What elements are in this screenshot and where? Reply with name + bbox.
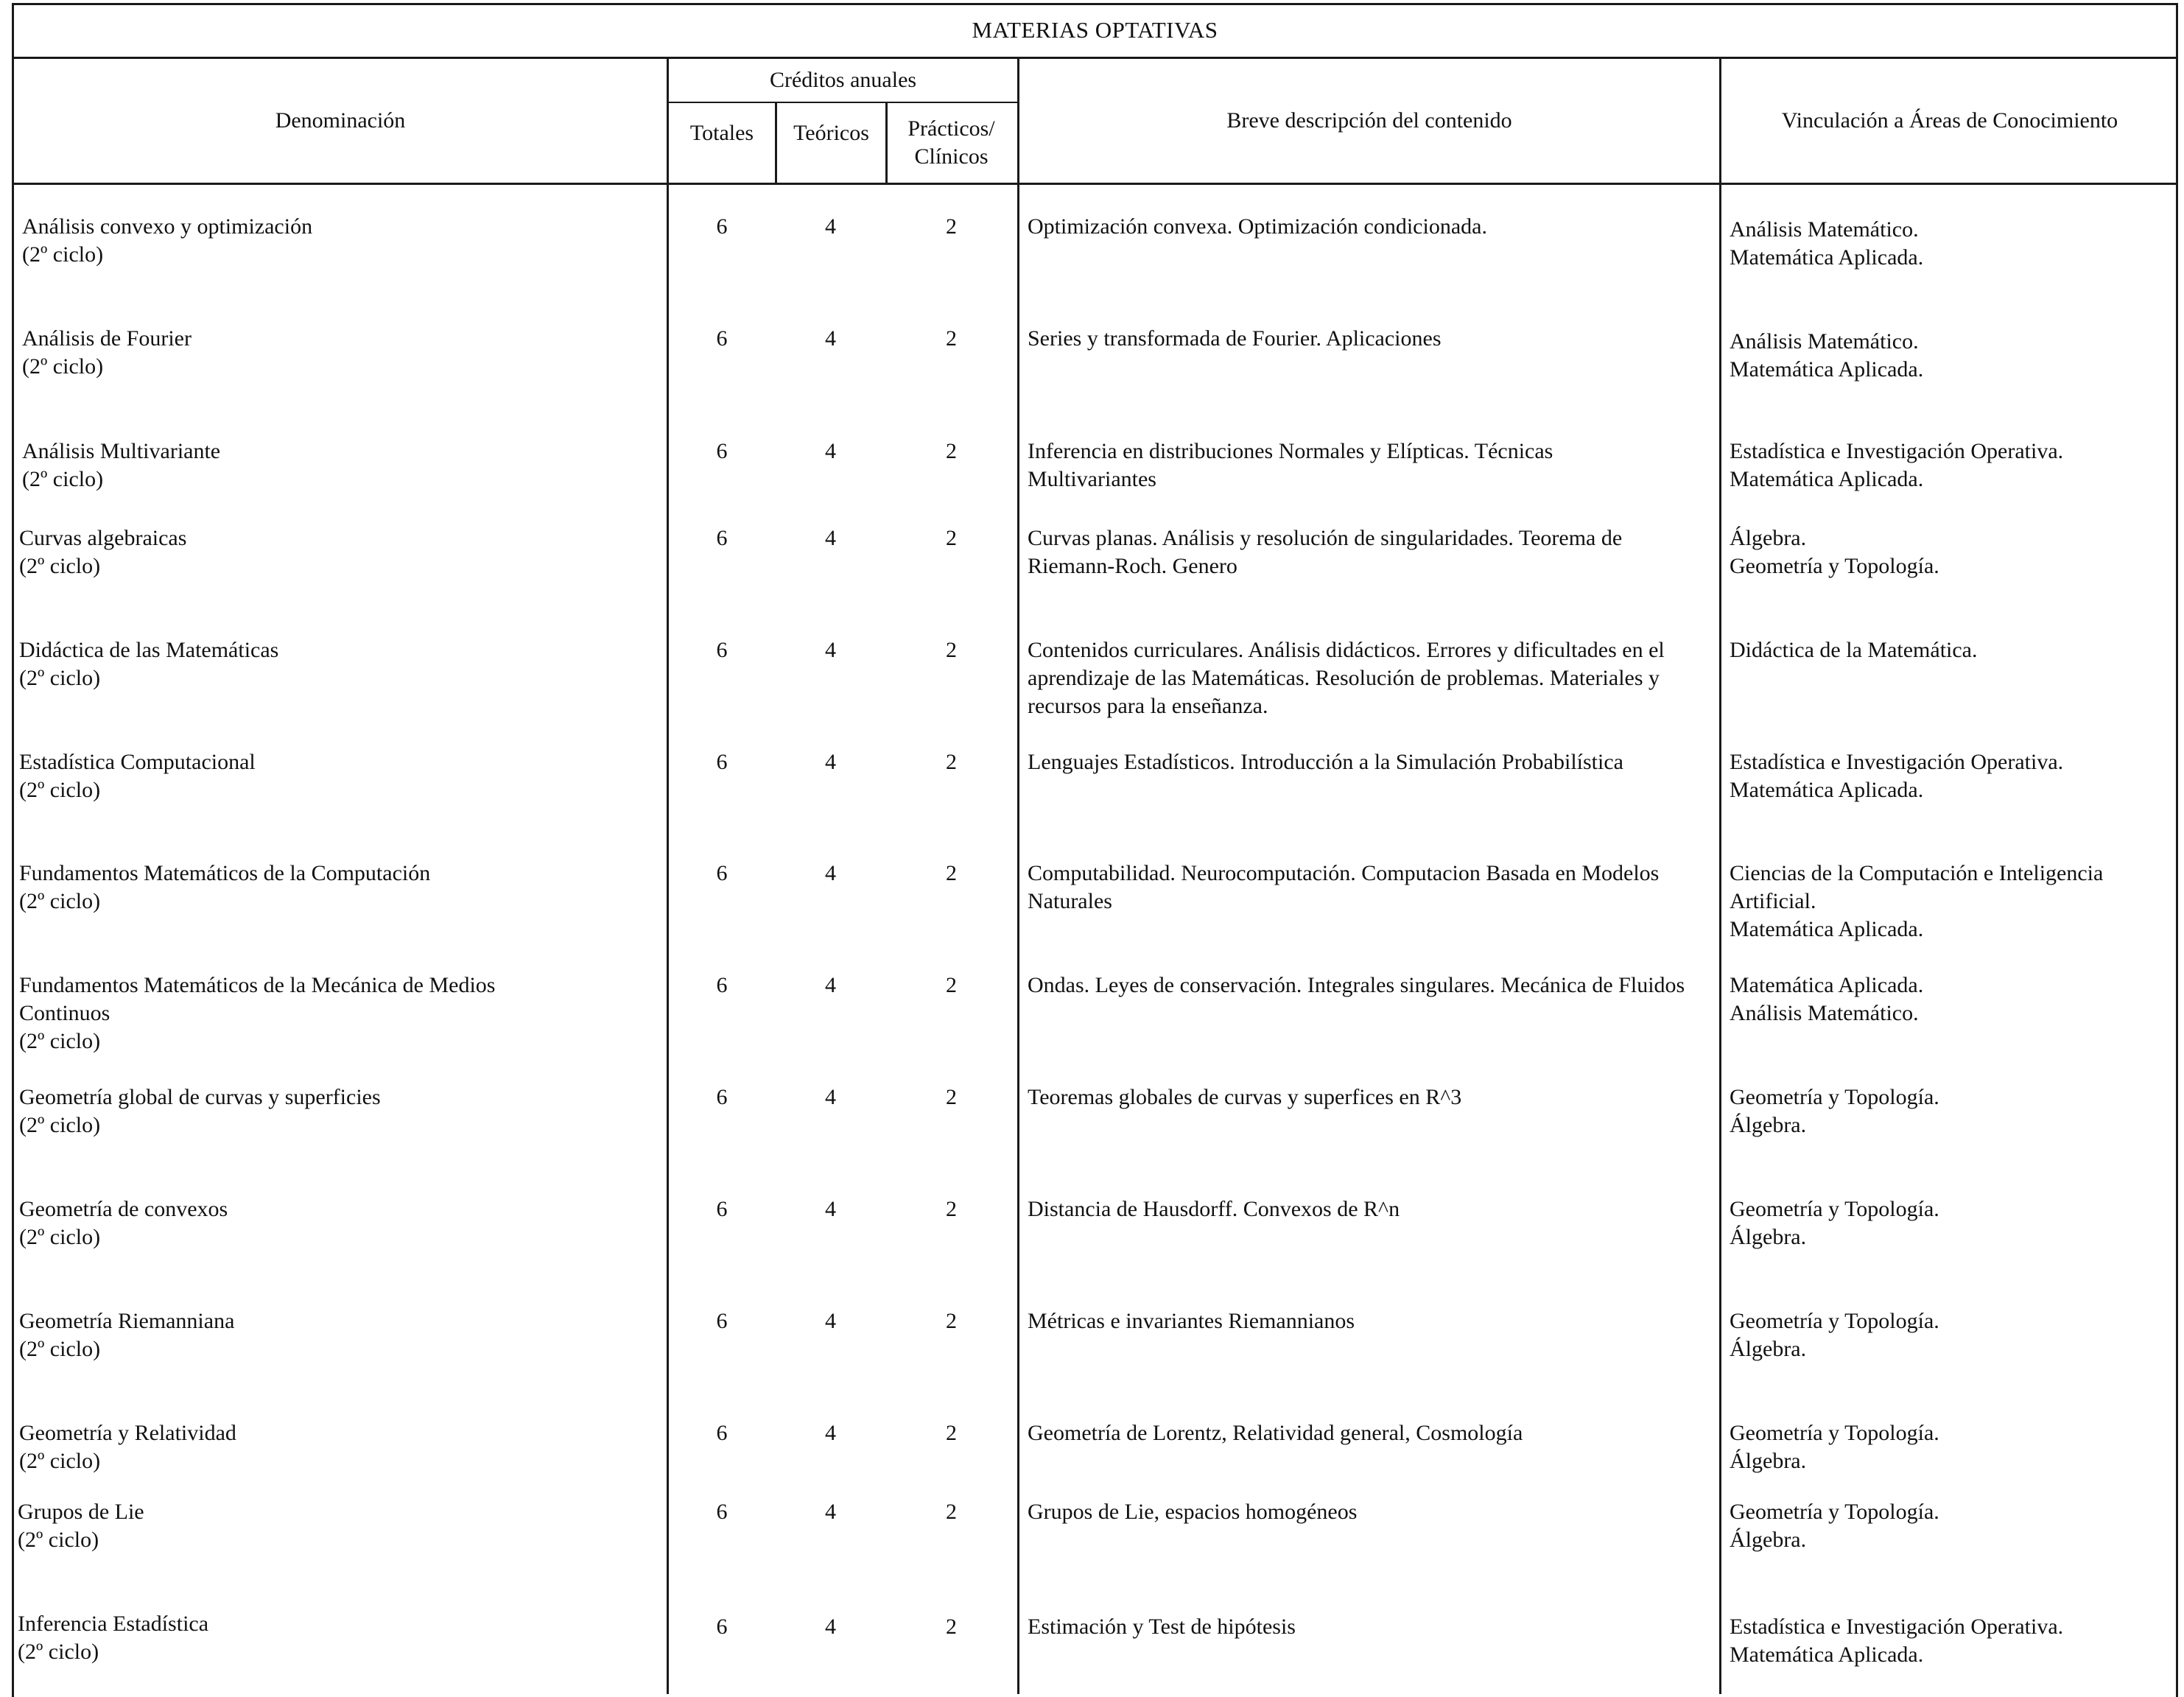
description-text: Inferencia en distribuciones Normales y Elípticas. Técnicas Multivariantes	[1028, 439, 1553, 491]
area-item: Álgebra.	[1730, 526, 1807, 550]
content-description	[1028, 1195, 1709, 1223]
credits-total: 6	[716, 214, 728, 239]
credits-theory: 4	[825, 1197, 836, 1221]
credits-practice: 2	[946, 1615, 957, 1639]
credits-total: 6	[716, 326, 728, 351]
credits-total: 6	[716, 1615, 728, 1639]
knowledge-areas	[1730, 213, 2171, 272]
credits-total: 6	[716, 861, 728, 885]
credits-total: 6	[716, 1309, 728, 1333]
credits-practice: 2	[946, 750, 957, 774]
credits-total: 6	[716, 750, 728, 774]
description-text: Optimización convexa. Optimización condicionada.	[1028, 214, 1487, 239]
subject-cell	[18, 1610, 651, 1666]
subject-cycle: (2º ciclo)	[22, 467, 104, 491]
area-item: Geometría y Topología.	[1730, 1085, 1939, 1109]
description-text: Métricas e invariantes Riemannianos	[1028, 1309, 1355, 1333]
credits-total: 6	[716, 1500, 728, 1524]
subject-cycle: (2º ciclo)	[19, 1029, 101, 1053]
area-item: Matemática Aplicada.	[1730, 245, 1924, 270]
subject-cell	[19, 748, 653, 804]
area-item: Geometría y Topología.	[1730, 554, 1939, 578]
area-item: Ciencias de la Computación e Inteligencia Artificial.	[1730, 861, 2104, 913]
subject-name: Geometría Riemanniana	[19, 1309, 235, 1333]
subject-cycle: (2º ciclo)	[19, 889, 101, 913]
area-item: Estadística e Investigación Operativa.	[1730, 439, 2064, 463]
credits-practice: 2	[946, 326, 957, 351]
content-description	[1028, 1613, 1709, 1641]
credits-theory: 4	[825, 861, 836, 885]
body-divider-3	[1719, 184, 1721, 1694]
credits-practice: 2	[946, 861, 957, 885]
area-item: Álgebra.	[1730, 1225, 1807, 1249]
knowledge-areas	[1730, 1498, 2171, 1554]
area-item: Análisis Matemático.	[1730, 1001, 1919, 1025]
subject-name: Geometría de convexos	[19, 1197, 228, 1221]
credits-theory: 4	[825, 526, 836, 550]
description-text: Grupos de Lie, espacios homogéneos	[1028, 1500, 1358, 1524]
description-text: Ondas. Leyes de conservación. Integrales singulares. Mecánica de Fluidos	[1028, 973, 1685, 997]
area-item: Álgebra.	[1730, 1528, 1807, 1552]
subject-name: Fundamentos Matemáticos de la Computación	[19, 861, 431, 885]
subject-name: Grupos de Lie	[18, 1500, 144, 1524]
area-item: Álgebra.	[1730, 1449, 1807, 1473]
description-text: Lenguajes Estadísticos. Introducción a la Simulación Probabilística	[1028, 750, 1623, 774]
credits-total: 6	[716, 973, 728, 997]
area-item: Álgebra.	[1730, 1337, 1807, 1361]
header-divider-3	[885, 102, 888, 184]
header-descripcion: Breve descripción del contenido	[1226, 108, 1512, 133]
description-text: Computabilidad. Neurocomputación. Computacion Basada en Modelos Naturales	[1028, 861, 1660, 913]
knowledge-areas	[1730, 972, 2171, 1027]
subject-cell	[22, 325, 656, 381]
area-item: Estadística e Investigación Operativa.	[1730, 750, 2064, 774]
knowledge-areas	[1730, 1195, 2171, 1251]
knowledge-areas	[1730, 1307, 2171, 1363]
subject-cycle: (2º ciclo)	[18, 1528, 99, 1552]
knowledge-areas	[1730, 524, 2171, 580]
subject-cell	[19, 1419, 653, 1475]
subject-cycle: (2º ciclo)	[19, 1337, 101, 1361]
subject-cell	[19, 1307, 653, 1363]
credits-theory: 4	[825, 750, 836, 774]
description-text: Teoremas globales de curvas y superfices en R^3	[1028, 1085, 1462, 1109]
knowledge-areas	[1730, 636, 2171, 664]
credits-practice: 2	[946, 1500, 957, 1524]
content-description	[1028, 213, 1709, 241]
knowledge-areas	[1730, 1083, 2171, 1139]
credits-practice: 2	[946, 439, 957, 463]
credits-theory: 4	[825, 326, 836, 351]
subject-name: Geometría y Relatividad	[19, 1421, 236, 1445]
subject-name: Curvas algebraicas	[19, 526, 187, 550]
description-text: Contenidos curriculares. Análisis didácticos. Errores y dificultades en el aprendizaje de las Matemáticas. Resolución de problemas. Materiales y recursos para la enseñanza.	[1028, 638, 1665, 718]
subject-cell	[22, 438, 656, 493]
credits-total: 6	[716, 1085, 728, 1109]
knowledge-areas	[1730, 860, 2171, 944]
area-item: Geometría y Topología.	[1730, 1500, 1939, 1524]
description-text: Curvas planas. Análisis y resolución de singularidades. Teorema de Riemann-Roch. Genero	[1028, 526, 1623, 578]
subject-cycle: (2º ciclo)	[22, 242, 104, 267]
content-description	[1028, 1307, 1709, 1335]
credits-theory: 4	[825, 439, 836, 463]
credits-practice: 2	[946, 1309, 957, 1333]
header-denominacion: Denominación	[275, 108, 406, 133]
subject-name: Análisis Multivariante	[22, 439, 221, 463]
area-item: Matemática Aplicada.	[1730, 917, 1924, 941]
content-description	[1028, 1419, 1709, 1447]
credits-total: 6	[716, 1197, 728, 1221]
header-teoricos: Teóricos	[793, 121, 869, 145]
credits-practice: 2	[946, 526, 957, 550]
content-description	[1028, 860, 1709, 916]
credits-theory: 4	[825, 1615, 836, 1639]
knowledge-areas	[1730, 325, 2171, 384]
subject-cycle: (2º ciclo)	[19, 1449, 101, 1473]
subject-name: Geometría global de curvas y superficies	[19, 1085, 381, 1109]
subject-cycle: (2º ciclo)	[22, 354, 104, 379]
description-text: Estimación y Test de hipótesis	[1028, 1615, 1296, 1639]
description-text: Distancia de Hausdorff. Convexos de R^n	[1028, 1197, 1400, 1221]
credits-theory: 4	[825, 1309, 836, 1333]
area-item: Matemática Aplicada.	[1730, 778, 1924, 802]
header-totales: Totales	[689, 121, 754, 145]
subject-cycle: (2º ciclo)	[19, 1113, 101, 1137]
subject-cycle: (2º ciclo)	[19, 666, 101, 690]
area-item: Matemática Aplicada.	[1730, 357, 1924, 382]
credits-total: 6	[716, 439, 728, 463]
credits-practice: 2	[946, 638, 957, 662]
content-description	[1028, 1498, 1709, 1526]
description-text: Series y transformada de Fourier. Aplicaciones	[1028, 326, 1442, 351]
subject-name: Estadística Computacional	[19, 750, 256, 774]
credits-practice: 2	[946, 214, 957, 239]
subject-cell	[19, 524, 653, 580]
header-practicos: Prácticos/ Clínicos	[907, 116, 995, 169]
subject-name: Didáctica de las Matemáticas	[19, 638, 279, 662]
subject-name: Inferencia Estadística	[18, 1612, 209, 1636]
subject-cycle: (2º ciclo)	[18, 1640, 99, 1664]
knowledge-areas	[1730, 1419, 2171, 1475]
subject-cell	[19, 636, 653, 692]
table-title: MATERIAS OPTATIVAS	[12, 3, 2178, 59]
subject-name: Análisis convexo y optimización	[22, 214, 313, 239]
area-item: Matemática Aplicada.	[1730, 973, 1924, 997]
body-divider-2	[1017, 184, 1019, 1694]
credits-theory: 4	[825, 1500, 836, 1524]
subject-cell	[19, 972, 653, 1055]
subject-cycle: (2º ciclo)	[19, 554, 101, 578]
header-bottom-rule	[12, 183, 2178, 185]
area-item: Didáctica de la Matemática.	[1730, 638, 1978, 662]
subject-cell	[18, 1498, 651, 1554]
area-item: Geometría y Topología.	[1730, 1309, 1939, 1333]
body-divider-1	[667, 184, 669, 1694]
header-creditos-anuales: Créditos anuales	[769, 68, 917, 92]
content-description	[1028, 438, 1709, 493]
area-item: Análisis Matemático.	[1730, 217, 1919, 242]
area-item: Geometría y Topología.	[1730, 1421, 1939, 1445]
credits-practice: 2	[946, 1421, 957, 1445]
header-vinculacion: Vinculación a Áreas de Conocimiento	[1781, 108, 2118, 133]
content-description	[1028, 972, 1709, 999]
content-description	[1028, 748, 1709, 776]
area-item: Análisis Matemático.	[1730, 329, 1919, 354]
area-item: Álgebra.	[1730, 1113, 1807, 1137]
credits-theory: 4	[825, 638, 836, 662]
content-description	[1028, 524, 1709, 580]
credits-theory: 4	[825, 973, 836, 997]
area-item: Matemática Aplicada.	[1730, 467, 1924, 491]
content-description	[1028, 1083, 1709, 1111]
subject-cell	[19, 1195, 653, 1251]
subject-cycle: (2º ciclo)	[19, 1225, 101, 1249]
subject-cycle: (2º ciclo)	[19, 778, 101, 802]
credits-practice: 2	[946, 1197, 957, 1221]
area-item: Estadística e Investigación Operativa.	[1730, 1615, 2064, 1639]
credits-total: 6	[716, 1421, 728, 1445]
subject-cell	[22, 213, 656, 269]
credits-total: 6	[716, 638, 728, 662]
content-description	[1028, 325, 1709, 353]
description-text: Geometría de Lorentz, Relatividad general, Cosmología	[1028, 1421, 1523, 1445]
knowledge-areas	[1730, 748, 2171, 804]
area-item: Geometría y Topología.	[1730, 1197, 1939, 1221]
subject-name: Análisis de Fourier	[22, 326, 192, 351]
knowledge-areas	[1730, 438, 2171, 493]
content-description	[1028, 636, 1709, 720]
knowledge-areas	[1730, 1613, 2171, 1669]
credits-theory: 4	[825, 214, 836, 239]
credits-practice: 2	[946, 1085, 957, 1109]
credits-theory: 4	[825, 1085, 836, 1109]
credits-total: 6	[716, 526, 728, 550]
credits-practice: 2	[946, 973, 957, 997]
credits-theory: 4	[825, 1421, 836, 1445]
subject-cell	[19, 860, 653, 916]
area-item: Matemática Aplicada.	[1730, 1642, 1924, 1667]
subject-name: Fundamentos Matemáticos de la Mecánica de Medios Continuos	[19, 973, 496, 1025]
subject-cell	[19, 1083, 653, 1139]
